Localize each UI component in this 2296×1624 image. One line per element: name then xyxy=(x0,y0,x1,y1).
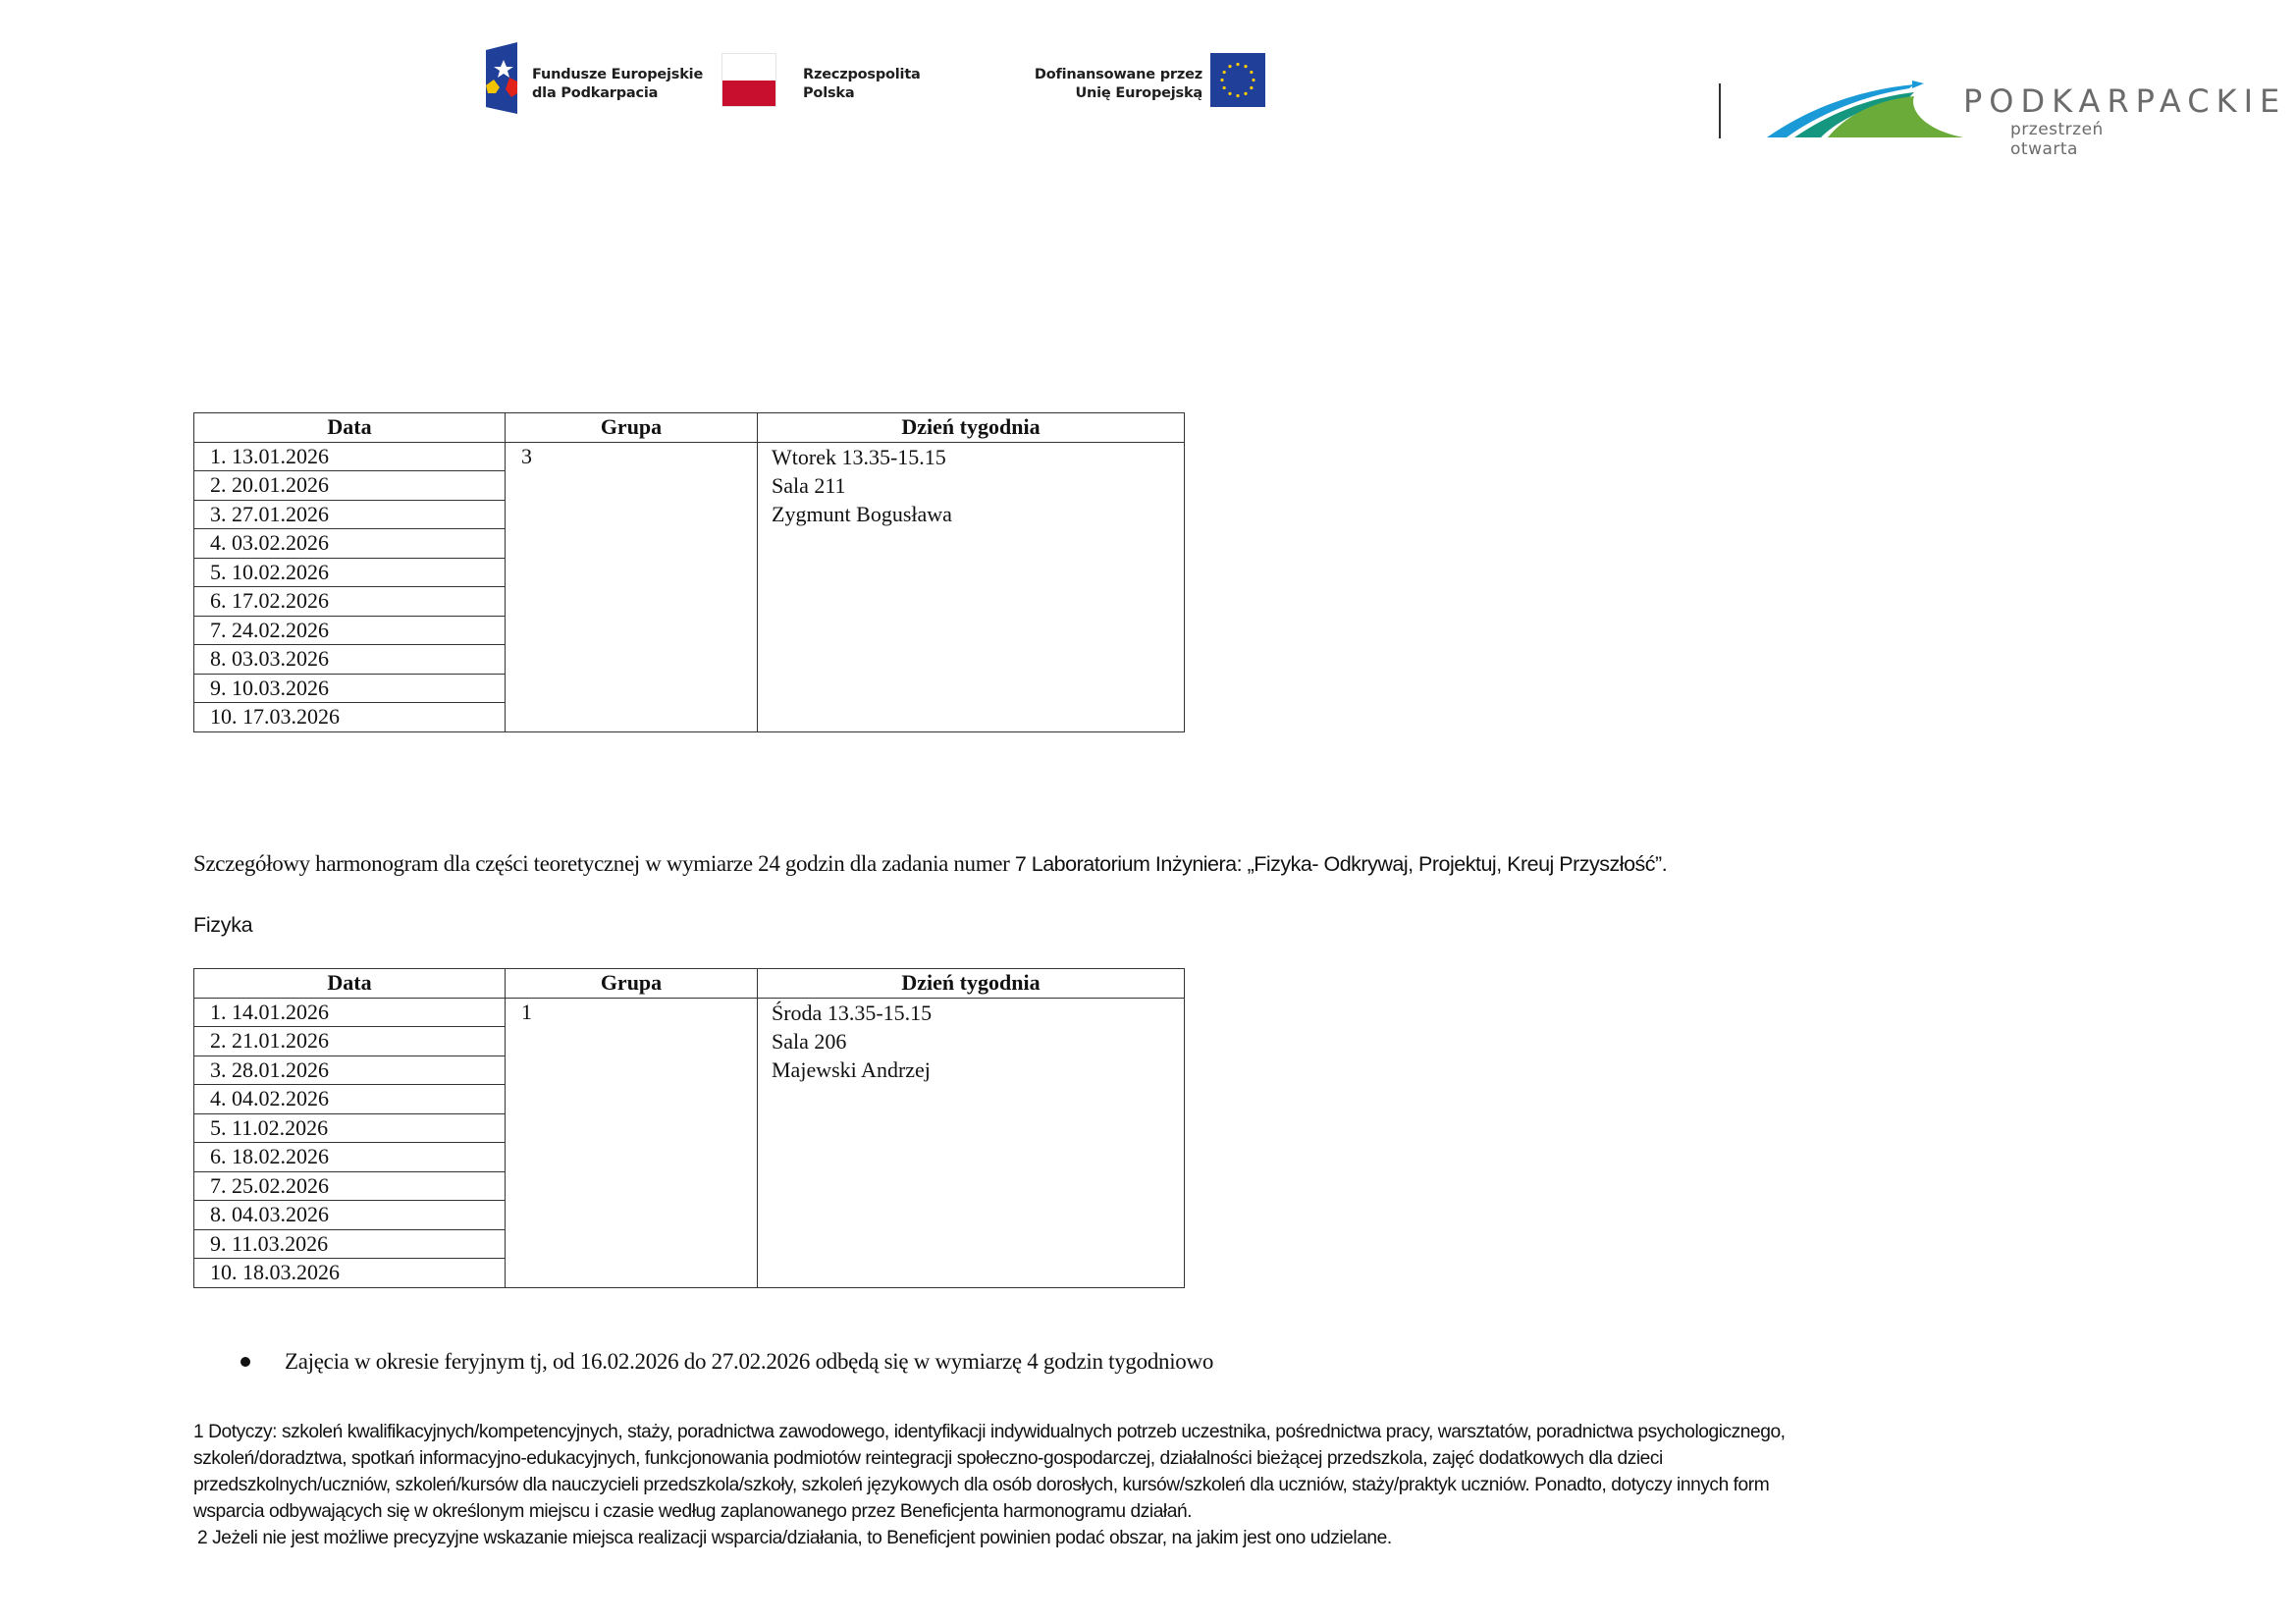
schedule-table-2 xyxy=(193,968,1185,1288)
day-teacher: Majewski Andrzej xyxy=(772,1056,931,1082)
eu-star xyxy=(1244,92,1247,95)
fe-logo-line1: Fundusze Europejskie xyxy=(532,67,704,82)
intro-text-serif: Szczegółowy harmonogram dla części teoretycznej w wymiarze 24 godzin dla zadania numer xyxy=(193,851,1015,876)
group-cell: 3 xyxy=(506,442,758,731)
date-cell: 3. 28.01.2026 xyxy=(194,1056,506,1085)
table-row xyxy=(194,442,1185,471)
column-header-day: Dzień tygodnia xyxy=(758,969,1185,999)
date-cell: 5. 10.02.2026 xyxy=(194,558,506,587)
eu-flag-icon xyxy=(1210,53,1265,107)
column-header-date: Data xyxy=(194,969,506,999)
eu-star xyxy=(1244,65,1247,68)
podkarpackie-swoosh-icon xyxy=(1767,81,1963,139)
subject-label: Fizyka xyxy=(193,913,253,937)
column-header-date: Data xyxy=(194,413,506,443)
group-cell: 1 xyxy=(506,998,758,1287)
date-cell: 7. 25.02.2026 xyxy=(194,1171,506,1201)
fe-logo-text xyxy=(532,66,703,103)
pl-logo-text xyxy=(803,66,921,103)
eu-star xyxy=(1228,92,1231,95)
intro-paragraph xyxy=(193,851,1667,877)
eu-logo-line2: Unię Europejską xyxy=(1075,85,1202,101)
table-header-row xyxy=(194,413,1185,443)
fundusze-europejskie-logo-icon xyxy=(484,42,519,114)
eu-star xyxy=(1223,86,1226,89)
day-time: Środa 13.35-15.15 xyxy=(772,1000,933,1025)
footnote-1-line: wsparcia odbywających się w określonym miejscu i czasie według zaplanowanego przez Beneficjenta harmonogramu działań. xyxy=(193,1501,1193,1522)
date-cell: 5. 11.02.2026 xyxy=(194,1113,506,1143)
eu-star xyxy=(1228,65,1231,68)
date-cell: 4. 04.02.2026 xyxy=(194,1085,506,1114)
table-header-row xyxy=(194,969,1185,999)
day-room: Sala 211 xyxy=(772,472,846,498)
eu-star xyxy=(1236,63,1239,66)
eu-logo-text xyxy=(957,66,1202,103)
column-header-group: Grupa xyxy=(506,969,758,999)
date-cell: 4. 03.02.2026 xyxy=(194,529,506,559)
date-cell: 10. 18.03.2026 xyxy=(194,1259,506,1288)
footnote-1-line: przedszkolnych/uczniów, szkoleń/kursów dla nauczycieli przedszkola/szkoły, szkoleń językowych dla osób dorosłych, kursów/szkoleń dla uczniów, staży/praktyk uczniów. Ponadto, dotyczy innych form xyxy=(193,1475,1770,1495)
schedule-table-1 xyxy=(193,412,1185,732)
footnote-1-line: 1 Dotyczy: szkoleń kwalifikacyjnych/kompetencyjnych, staży, poradnictwa zawodowego, identyfikacji indywidualnych potrzeb uczestnika, pośrednictwa pracy, warsztatów, poradnictwa psychologicznego, xyxy=(193,1422,1786,1442)
day-time: Wtorek 13.35-15.15 xyxy=(772,444,946,469)
date-cell: 8. 03.03.2026 xyxy=(194,645,506,675)
eu-star xyxy=(1223,71,1226,74)
holiday-note-text: Zajęcia w okresie feryjnym tj, od 16.02.2026 do 27.02.2026 odbędą się w wymiarzę 4 godzin tygodniowo xyxy=(285,1349,1214,1374)
eu-star xyxy=(1250,86,1253,89)
date-cell: 1. 14.01.2026 xyxy=(194,998,506,1027)
column-header-day: Dzień tygodnia xyxy=(758,413,1185,443)
pl-logo-line2: Polska xyxy=(803,85,855,101)
date-cell: 2. 21.01.2026 xyxy=(194,1027,506,1056)
date-cell: 9. 10.03.2026 xyxy=(194,674,506,703)
day-cell xyxy=(758,998,1185,1287)
day-cell xyxy=(758,442,1185,731)
polish-flag-icon xyxy=(721,53,776,107)
column-header-group: Grupa xyxy=(506,413,758,443)
date-cell: 6. 18.02.2026 xyxy=(194,1143,506,1172)
date-cell: 7. 24.02.2026 xyxy=(194,616,506,645)
footnote-2: 2 Jeżeli nie jest możliwe precyzyjne wskazanie miejsca realizacji wsparcia/działania, to Beneficjent powinien podać obszar, na jakim jest ono udzielane. xyxy=(197,1528,1392,1548)
podkarpackie-subtitle: przestrzeń otwarta xyxy=(2010,120,2104,159)
table-row xyxy=(194,998,1185,1027)
eu-star xyxy=(1220,79,1223,81)
header-logos xyxy=(471,29,2287,159)
intro-text-sans: 7 Laboratorium Inżyniera: „Fizyka- Odkrywaj, Projektuj, Kreuj Przyszłość”. xyxy=(1014,852,1668,876)
date-cell: 9. 11.03.2026 xyxy=(194,1229,506,1259)
date-cell: 1. 13.01.2026 xyxy=(194,442,506,471)
footnotes xyxy=(193,1419,2117,1551)
date-cell: 2. 20.01.2026 xyxy=(194,471,506,501)
eu-star xyxy=(1236,94,1239,97)
pl-logo-line1: Rzeczpospolita xyxy=(803,67,921,82)
day-teacher: Zygmunt Bogusława xyxy=(772,501,952,526)
fe-logo-line2: dla Podkarpacia xyxy=(532,85,659,101)
eu-logo-line1: Dofinansowane przez xyxy=(1034,67,1202,82)
podkarpackie-title: PODKARPACKIE xyxy=(1963,82,2287,120)
day-room: Sala 206 xyxy=(772,1028,847,1054)
date-cell: 10. 17.03.2026 xyxy=(194,703,506,732)
logo-divider xyxy=(1719,83,1721,138)
date-cell: 8. 04.03.2026 xyxy=(194,1201,506,1230)
date-cell: 3. 27.01.2026 xyxy=(194,500,506,529)
holiday-note xyxy=(240,1349,1213,1375)
footnote-1-line: szkoleń/doradztwa, spotkań informacyjno-edukacyjnych, funkcjonowania podmiotów reintegracji społeczno-gospodarczej, działalności bieżącej przedszkola, zajęć dodatkowych dla dzieci xyxy=(193,1448,1663,1469)
bullet-icon xyxy=(240,1357,250,1367)
eu-star xyxy=(1252,79,1255,81)
date-cell: 6. 17.02.2026 xyxy=(194,587,506,617)
eu-star xyxy=(1250,71,1253,74)
